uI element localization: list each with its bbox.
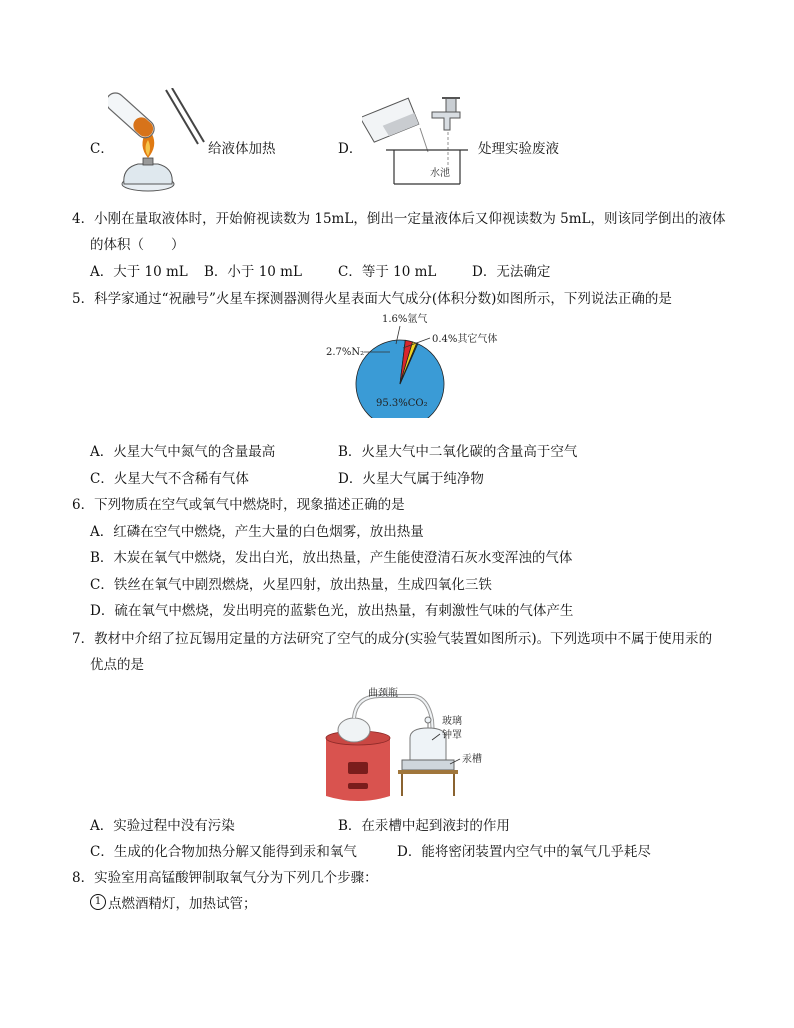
q3-option-c-text: 给液体加热 [208, 141, 276, 157]
q7-stem-line2: 优点的是 [90, 657, 144, 673]
pie-label-argon: 1.6%氩气 [382, 314, 428, 325]
q8-step-1-text: 点燃酒精灯，加热试管； [108, 896, 257, 912]
q6-option-b: B．木炭在氧气中燃烧，发出白光，放出热量，产生能使澄清石灰水变浑浊的气体 [90, 550, 573, 566]
bell-jar-label-2: 钟罩 [442, 730, 462, 741]
pie-label-co2: 95.3%CO₂ [376, 398, 428, 409]
bell-jar-label-1: 玻璃 [442, 716, 462, 727]
q6-stem: 6．下列物质在空气或氧气中燃烧时，现象描述正确的是 [72, 497, 405, 513]
q5-option-b: B．火星大气中二氧化碳的含量高于空气 [338, 444, 578, 460]
q6-option-d: D．硫在氧气中燃烧，发出明亮的蓝紫色光，放出热量，有刺激性气味的气体产生 [90, 603, 574, 619]
q4-option-b: B．小于 10 mL [204, 264, 302, 280]
q6-option-c: C．铁丝在氧气中剧烈燃烧，火星四射，放出热量，生成四氧化三铁 [90, 577, 492, 593]
q7-option-d: D．能将密闭装置内空气中的氧气几乎耗尽 [397, 844, 651, 860]
trough-label: 汞槽 [462, 754, 482, 765]
q5-option-c: C．火星大气不含稀有气体 [90, 471, 249, 487]
q4-stem-line1: 4．小刚在量取液体时，开始俯视读数为 15mL，倒出一定量液体后又仰视读数为 5mL，则该同学倒出的液体 [72, 211, 726, 227]
sink-label: 水池 [430, 168, 450, 179]
q7-stem-line1: 7．教材中介绍了拉瓦锡用定量的方法研究了空气的成分(实验气装置如图所示)。下列选项中不属于使用汞的 [72, 631, 713, 647]
waste-liquid-sink-figure [362, 92, 472, 188]
q4-option-c: C．等于 10 mL [338, 264, 437, 280]
q3-option-d-label: D． [338, 141, 363, 157]
q3-option-d-text: 处理实验废液 [478, 141, 559, 157]
heating-liquid-figure [108, 88, 208, 198]
mars-atmosphere-pie-chart [316, 308, 516, 418]
q8-step-1 [90, 892, 257, 912]
q7-option-c: C．生成的化合物加热分解又能得到汞和氧气 [90, 844, 357, 860]
q7-option-a: A．实验过程中没有污染 [90, 818, 235, 834]
q4-option-a: A．大于 10 mL [90, 264, 188, 280]
q7-option-b: B．在汞槽中起到液封的作用 [338, 818, 510, 834]
q6-option-a: A．红磷在空气中燃烧，产生大量的白色烟雾，放出热量 [90, 524, 424, 540]
q8-stem: 8．实验室用高锰酸钾制取氧气分为下列几个步骤： [72, 870, 378, 886]
lavoisier-apparatus-figure [318, 684, 488, 806]
q4-stem-line2: 的体积（ ） [90, 237, 185, 253]
q5-option-d: D．火星大气属于纯净物 [338, 471, 484, 487]
q3-option-c-label: C． [90, 141, 114, 157]
pie-label-other: 0.4%其它气体 [432, 334, 498, 345]
step-number-circle: 1 [90, 894, 106, 910]
retort-label: 曲颈瓶 [368, 688, 398, 699]
q5-stem: 5．科学家通过“祝融号”火星车探测器测得火星表面大气成分(体积分数)如图所示，下列说法正确的是 [72, 291, 672, 307]
q5-option-a: A．火星大气中氮气的含量最高 [90, 444, 276, 460]
q4-option-d: D．无法确定 [472, 264, 551, 280]
pie-label-nitrogen: 2.7%N₂ [326, 347, 365, 358]
